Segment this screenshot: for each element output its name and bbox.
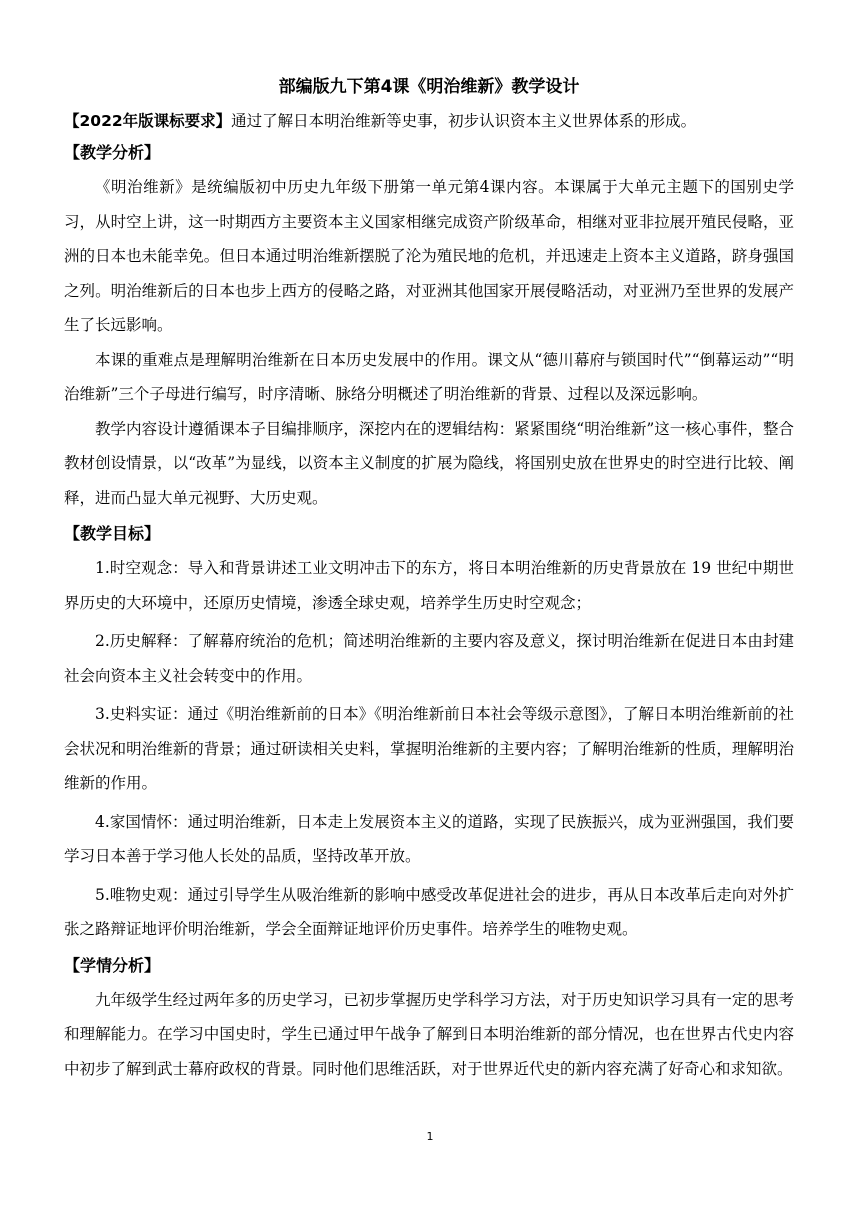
objective-item: 4.家国情怀：通过明治维新，日本走上发展资本主义的道路，实现了民族振兴，成为亚洲强国，我们要学习日本善于学习他人长处的品质，坚持改革开放。	[64, 812, 794, 865]
section-heading: 【教学目标】	[64, 524, 161, 543]
section-learner-analysis	[64, 953, 794, 1087]
objective-item: 3.史料实证：通过《明治维新前的日本》《明治维新前日本社会等级示意图》，了解日本明治维新前的社会状况和明治维新的背景；通过研读相关史料，掌握明治维新的主要内容；了解明治维新的性质，理解明治维新的作用。	[64, 705, 794, 792]
document-title: 部编版九下第4课《明治维新》教学设计	[278, 77, 580, 97]
curriculum-label: 【2022年版课标要求】	[64, 112, 232, 130]
section-heading: 【学情分析】	[64, 955, 161, 975]
objective-item: 2.历史解释：了解幕府统治的危机；简述明治维新的主要内容及意义，探讨明治维新在促进日本由封建社会向资本主义社会转变中的作用。	[64, 632, 794, 685]
page-number: 1	[426, 1130, 434, 1143]
curriculum-requirement	[64, 108, 794, 134]
section-heading: 【教学分析】	[64, 143, 161, 162]
objective-item: 1.时空观念：导入和背景讲述工业文明冲击下的东方，将日本明治维新的历史背景放在 19 世纪中期世界历史的大环境中，还原历史情境，渗透全球史观，培养学生历史时空观念；	[64, 559, 794, 612]
section-teaching-objectives	[64, 521, 794, 947]
objective-item: 5.唯物史观：通过引导学生从吸治维新的影响中感受改革促进社会的进步，再从日本改革后走向对外扩张之路辩证地评价明治维新，学会全面辩证地评价历史事件。培养学生的唯物史观。	[64, 885, 794, 938]
paragraph: 《明治维新》是统编版初中历史九年级下册第一单元第4课内容。本课属于大单元主题下的国别史学习，从时空上讲，这一时期西方主要资本主义国家相继完成资产阶级革命，相继对亚非拉展开殖民侵略，亚洲的日本也未能幸免。但日本通过明治维新摆脱了沦为殖民地的危机，并迅速走上资本主义道路，跻身强国之列。明治维新后的日本也步上西方的侵略之路，对亚洲其他国家开展侵略活动，对亚洲乃至世界的发展产生了长远影响。	[64, 178, 794, 334]
curriculum-text: 通过了解日本明治维新等史事，初步认识资本主义世界体系的形成。	[231, 112, 697, 130]
paragraph: 九年级学生经过两年多的历史学习，已初步掌握历史学科学习方法，对于历史知识学习具有一定的思考和理解能力。在学习中国史时，学生已通过甲午战争了解到日本明治维新的部分情况，也在世界古代史内容中初步了解到武士幕府政权的背景。同时他们思维活跃，对于世界近代史的新内容充满了好奇心和求知欲。	[64, 990, 794, 1078]
paragraph: 教学内容设计遵循课本子目编排顺序，深挖内在的逻辑结构：紧紧围绕“明治维新”这一核心事件，整合教材创设情景，以“改革”为显线，以资本主义制度的扩展为隐线，将国别史放在世界史的时空进行比较、阐释，进而凸显大单元视野、大历史观。	[64, 419, 794, 507]
document-page	[64, 74, 794, 1086]
section-teaching-analysis	[64, 140, 794, 515]
paragraph: 本课的重难点是理解明治维新在日本历史发展中的作用。课文从“德川幕府与锁国时代”“倒幕运动”“明治维新”三个子母进行编写，时序清晰、脉络分明概述了明治维新的背景、过程以及深远影响。	[64, 350, 794, 403]
